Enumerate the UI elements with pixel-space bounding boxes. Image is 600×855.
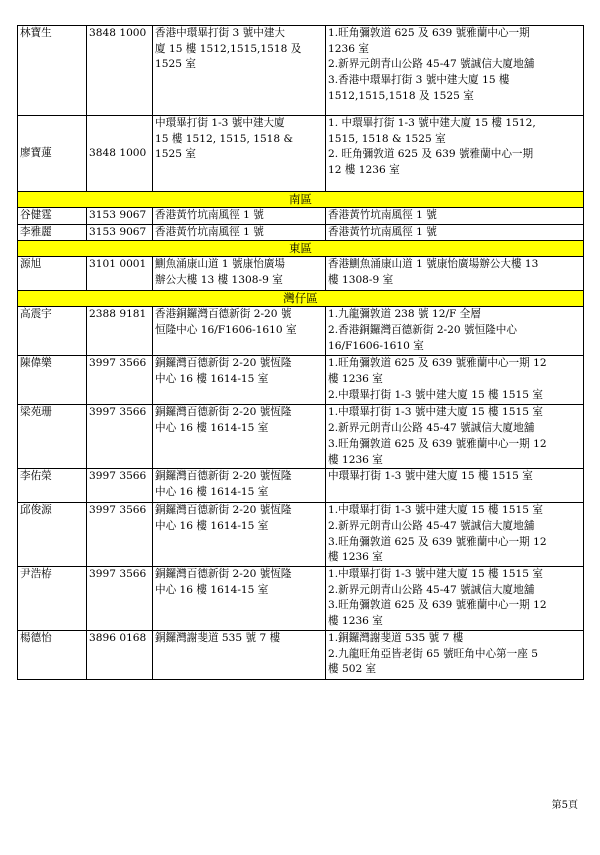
- region-label: 灣仔區: [18, 291, 584, 307]
- agent-phone-cell: 3997 3566: [87, 405, 153, 469]
- office-address-line: 香港黃竹坑南風徑 1 號: [155, 209, 264, 221]
- office-address-line: 鰂魚涌康山道 1 號康怡廣場: [155, 258, 286, 271]
- other-address-line: 1.銅鑼灣謝斐道 535 號 7 樓: [328, 631, 464, 644]
- other-address-cell: [326, 405, 584, 469]
- agent-name-cell: 高震宇: [18, 307, 87, 356]
- office-address-cell: [153, 503, 326, 567]
- office-address-line: 廈 15 樓 1512,1515,1518 及: [155, 42, 302, 55]
- other-address-line: 1515, 1518 & 1525 室: [328, 132, 446, 145]
- agent-row: [18, 469, 584, 503]
- other-address-cell: [326, 208, 584, 225]
- office-address-line: 15 樓 1512, 1515, 1518 &: [155, 132, 293, 145]
- region-header-row: [18, 241, 584, 257]
- other-address-cell: [326, 567, 584, 631]
- other-address-line: 3.旺角彌敦道 625 及 639 號雅蘭中心一期 12: [328, 599, 547, 612]
- office-address-cell: [153, 257, 326, 291]
- region-header-row: [18, 291, 584, 307]
- other-address-cell: [326, 224, 584, 241]
- other-address-cell: [326, 356, 584, 405]
- office-address-cell: [153, 26, 326, 116]
- agent-row: [18, 307, 584, 356]
- office-address-line: 恒隆中心 16/F1606-1610 室: [155, 324, 297, 337]
- agent-row: [18, 116, 584, 192]
- other-address-line: 1512,1515,1518 及 1525 室: [328, 89, 474, 102]
- office-address-line: 銅鑼灣百德新街 2-20 號恆隆: [155, 357, 292, 370]
- agent-row: [18, 208, 584, 225]
- agent-name-cell: 梁苑珊: [18, 405, 87, 469]
- office-address-line: 香港銅鑼灣百德新街 2-20 號: [155, 308, 292, 321]
- other-address-line: 樓 1236 室: [328, 615, 383, 628]
- office-address-line: 銅鑼灣百德新街 2-20 號恆隆: [155, 470, 292, 483]
- other-address-line: 樓 1236 室: [328, 551, 383, 564]
- other-address-cell: [326, 257, 584, 291]
- other-address-line: 2.中環畢打街 1-3 號中建大廈 15 樓 1515 室: [328, 388, 543, 401]
- agent-name-cell: 谷健霆: [18, 208, 87, 225]
- agent-row: [18, 567, 584, 631]
- other-address-line: 樓 502 室: [328, 663, 377, 676]
- agent-name-cell: 李雅麗: [18, 224, 87, 241]
- agent-name-cell: 楊德怡: [18, 630, 87, 679]
- agent-phone-cell: 2388 9181: [87, 307, 153, 356]
- agent-name-cell: 源旭: [18, 257, 87, 291]
- region-label: 東區: [18, 241, 584, 257]
- agent-row: [18, 405, 584, 469]
- region-label: 南區: [18, 192, 584, 208]
- agent-name-cell: 李佑榮: [18, 469, 87, 503]
- office-address-line: 辦公大樓 13 樓 1308-9 室: [155, 274, 283, 287]
- other-address-line: 1.中環畢打街 1-3 號中建大廈 15 樓 1515 室: [328, 406, 543, 419]
- office-address-cell: [153, 208, 326, 225]
- table-body: [18, 26, 584, 680]
- other-address-line: 中環畢打街 1-3 號中建大廈 15 樓 1515 室: [328, 470, 533, 483]
- agent-row: [18, 630, 584, 679]
- office-address-line: 中心 16 樓 1614-15 室: [155, 485, 269, 498]
- other-address-line: 1.中環畢打街 1-3 號中建大廈 15 樓 1515 室: [328, 568, 543, 581]
- agent-phone-cell: 3997 3566: [87, 567, 153, 631]
- other-address-line: 1.旺角彌敦道 625 及 639 號雅蘭中心一期 12: [328, 357, 547, 370]
- other-address-line: 3.旺角彌敦道 625 及 639 號雅蘭中心一期 12: [328, 535, 547, 548]
- other-address-line: 2.九龍旺角亞皆老街 65 號旺角中心第一座 5: [328, 647, 538, 660]
- agent-name-cell: 尹浩栫: [18, 567, 87, 631]
- page-number: 第5頁: [551, 800, 578, 811]
- other-address-line: 樓 1236 室: [328, 453, 383, 466]
- agent-phone-cell: 3101 0001: [87, 257, 153, 291]
- agent-row: [18, 224, 584, 241]
- other-address-line: 1.九龍彌敦道 238 號 12/F 全層: [328, 308, 481, 321]
- office-address-line: 銅鑼灣百德新街 2-20 號恆隆: [155, 568, 292, 581]
- office-address-line: 1525 室: [155, 148, 196, 161]
- region-header-row: [18, 192, 584, 208]
- other-address-line: 樓 1308-9 室: [328, 274, 394, 287]
- office-address-cell: [153, 630, 326, 679]
- other-address-cell: [326, 116, 584, 192]
- agent-phone-cell: 3848 1000: [87, 116, 153, 192]
- agent-phone-cell: 3997 3566: [87, 469, 153, 503]
- agent-row: [18, 257, 584, 291]
- other-address-line: 1.旺角彌敦道 625 及 639 號雅蘭中心一期: [328, 27, 530, 39]
- office-address-cell: [153, 469, 326, 503]
- other-address-cell: [326, 503, 584, 567]
- office-address-line: 銅鑼灣謝斐道 535 號 7 樓: [155, 631, 281, 644]
- other-address-line: 1236 室: [328, 42, 369, 55]
- agent-name-cell: 廖寶蓮: [18, 116, 87, 192]
- agent-row: [18, 503, 584, 567]
- other-address-line: 2.新界元朗青山公路 45-47 號誠信大廈地舖: [328, 583, 535, 596]
- other-address-line: 3.香港中環畢打街 3 號中建大廈 15 樓: [328, 74, 510, 87]
- agent-phone-cell: 3997 3566: [87, 503, 153, 567]
- other-address-line: 3.旺角彌敦道 625 及 639 號雅蘭中心一期 12: [328, 437, 547, 450]
- office-address-line: 銅鑼灣百德新街 2-20 號恆隆: [155, 504, 292, 517]
- office-address-cell: [153, 307, 326, 356]
- other-address-line: 2.新界元朗青山公路 45-47 號誠信大廈地舖: [328, 422, 535, 435]
- office-address-line: 1525 室: [155, 58, 196, 71]
- office-address-line: 香港中環畢打街 3 號中建大: [155, 27, 286, 39]
- office-address-line: 中環畢打街 1-3 號中建大廈: [155, 117, 285, 129]
- office-address-line: 中心 16 樓 1614-15 室: [155, 422, 269, 435]
- office-address-cell: [153, 116, 326, 192]
- other-address-line: 1.中環畢打街 1-3 號中建大廈 15 樓 1515 室: [328, 504, 543, 517]
- agent-row: [18, 356, 584, 405]
- office-address-cell: [153, 356, 326, 405]
- agent-name-cell: 林寶生: [18, 26, 87, 116]
- other-address-line: 樓 1236 室: [328, 373, 383, 386]
- other-address-line: 1. 中環畢打街 1-3 號中建大廈 15 樓 1512,: [328, 117, 536, 129]
- office-address-cell: [153, 405, 326, 469]
- other-address-line: 2. 旺角彌敦道 625 及 639 號雅蘭中心一期: [328, 148, 534, 161]
- agent-phone-cell: 3153 9067: [87, 208, 153, 225]
- agent-name-cell: 邱俊源: [18, 503, 87, 567]
- agent-phone-cell: 3848 1000: [87, 26, 153, 116]
- office-address-line: 香港黃竹坑南風徑 1 號: [155, 225, 264, 238]
- agents-table: [17, 25, 584, 680]
- other-address-cell: [326, 469, 584, 503]
- other-address-line: 2.新界元朗青山公路 45-47 號誠信大廈地舖: [328, 519, 535, 532]
- other-address-line: 16/F1606-1610 室: [328, 339, 424, 352]
- office-address-line: 銅鑼灣百德新街 2-20 號恆隆: [155, 406, 292, 419]
- other-address-cell: [326, 307, 584, 356]
- other-address-line: 12 樓 1236 室: [328, 164, 400, 177]
- other-address-cell: [326, 630, 584, 679]
- office-address-line: 中心 16 樓 1614-15 室: [155, 519, 269, 532]
- office-address-cell: [153, 567, 326, 631]
- other-address-line: 香港黃竹坑南風徑 1 號: [328, 209, 437, 221]
- other-address-line: 香港黃竹坑南風徑 1 號: [328, 225, 437, 238]
- office-address-cell: [153, 224, 326, 241]
- other-address-line: 2.香港銅鑼灣百德新街 2-20 號恒隆中心: [328, 324, 517, 337]
- other-address-line: 香港鰂魚涌康山道 1 號康怡廣場辦公大樓 13: [328, 258, 539, 271]
- other-address-line: 2.新界元朗青山公路 45-47 號誠信大廈地舖: [328, 58, 535, 71]
- agent-name-cell: 陳偉樂: [18, 356, 87, 405]
- office-address-line: 中心 16 樓 1614-15 室: [155, 373, 269, 386]
- other-address-cell: [326, 26, 584, 116]
- agent-phone-cell: 3153 9067: [87, 224, 153, 241]
- agent-phone-cell: 3997 3566: [87, 356, 153, 405]
- agent-phone-cell: 3896 0168: [87, 630, 153, 679]
- office-address-line: 中心 16 樓 1614-15 室: [155, 583, 269, 596]
- agent-row: [18, 26, 584, 116]
